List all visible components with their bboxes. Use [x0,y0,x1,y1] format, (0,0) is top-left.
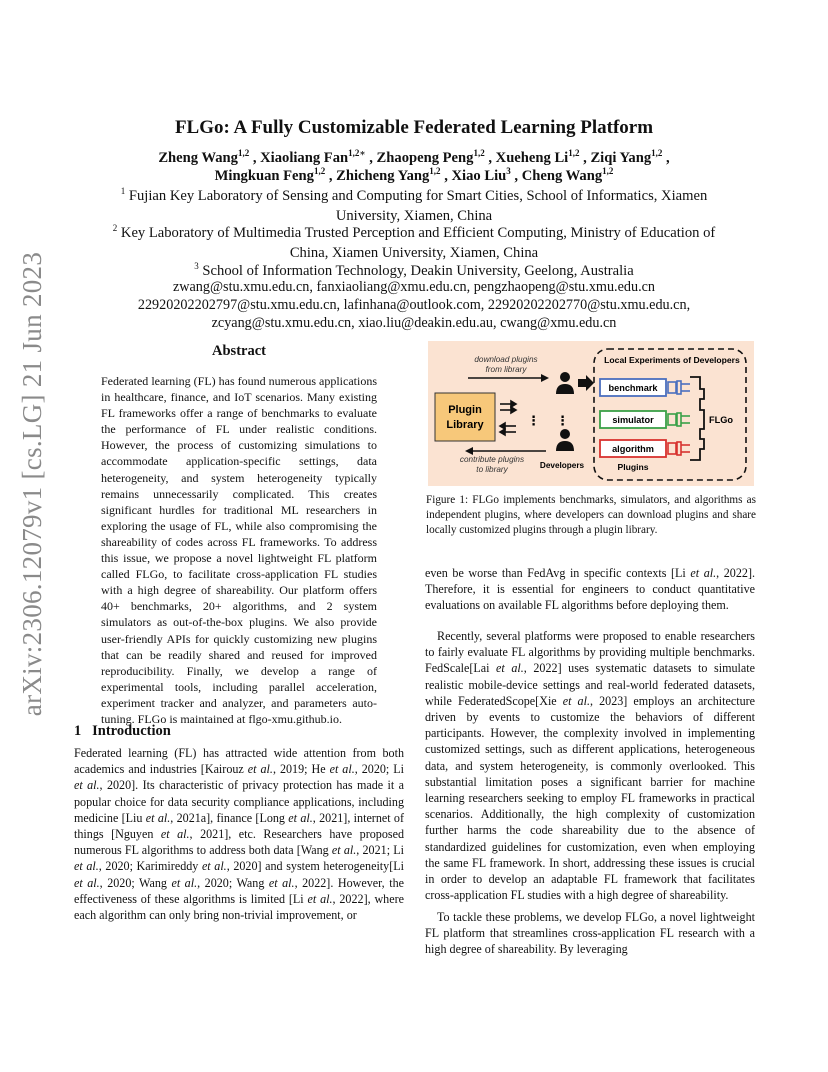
algorithm-connector [668,442,690,455]
affiliation-3: $^3$ School of Information Technology, Deakin University, Geelong, Australia [194,261,634,279]
author-name: Ziqi Yang [590,150,652,166]
local-experiments-title: Local Experiments of Developers [604,355,740,365]
abstract-body: Federated learning (FL) has found numerous applications in healthcare, finance, and IoT scenarios. Many existing FL frameworks offer a range of benchmarks to evaluate the performance of FL under realistic conditions. However, the process of customizing simulations to accommodate application-specific settings, data heterogeneity, and system heterogeneity typically remains unnecessarily complicated. This creates significant hurdles for traditional ML researchers in exploring the usage of FL, while also compromising the shareability of codes across FL frameworks. To address this issue, we propose a novel lightweight FL platform called FLGo, to facilitate cross-application FL studies with a high degree of shareability. Our platform offers 40+ benchmarks, 20+ algorithms, and 2 system simulators as out-of-the-box plugins. We also provide user-friendly APIs for quickly customizing new plugins that can be readily shared and reused for improved reproducibility. Finally, we develop a range of experimental tools, including parallel acceleration, experiment tracker and analyzer, and parameters auto-tuning. FLGo is maintained at flgo-xmu.github.io. [101,374,377,726]
author-affiliation-mark: 1,2 [602,166,614,177]
paper-title: FLGo: A Fully Customizable Federated Learning Platform [174,117,654,138]
author-name: Mingkuan Feng [214,168,314,184]
author-name: Xiaoliang Fan [260,150,349,166]
emails: zwang@stu.xmu.edu.cn, fanxiaoliang@xmu.edu.cn, pengzhaopeng@stu.xmu.edu.cn 22920202202797@stu.xmu.edu.cn, lafinhana@outlook.com, 22920202202770@stu.xmu.edu.cn, zcyang@stu.xmu.edu.cn, xiao.liu@deakin.edu.au, cwang@xmu.edu.cn [137,279,691,331]
right-column-paragraph-3: To tackle these problems, we develop FLGo, a novel lightweight FL platform that streamlines cross-application FL research with a high degree of shareability. By leveraging [425,910,755,957]
author-name: Cheng Wang [521,168,603,184]
author-affiliation-mark: 1,2 [237,148,250,159]
simulator-label: simulator [612,415,654,425]
dots-1: ⋮ [527,413,540,428]
affiliation-1: $^1$ Fujian Key Laboratory of Sensing and Computing for Smart Cities, School of Informatics, Xiamen University, Xiamen, China [120,186,708,224]
author-affiliation-mark: 3 [506,166,511,177]
author-affiliation-mark: 1,2 [313,166,326,177]
author-affiliation-mark: 1,2 [568,148,580,159]
flgo-label: FLGo [709,415,733,425]
plugins-label: Plugins [617,462,649,472]
right-column-paragraph-1: even be worse than FedAvg in specific contexts [Li et al., 2022]. Therefore, it is essential for engineers to conduct quantitative evaluations on available FL algorithms before deploying them. [425,566,755,613]
benchmark-connector [668,381,690,394]
authors-line-2: Mingkuan Feng$^{1,2}$ , Zhicheng Yang$^{1,2}$ , Xiao Liu$^3$ , Cheng Wang$^{1,2}$ [214,166,614,184]
arxiv-stamp: arXiv:2306.12079v1 [cs.LG] 21 Jun 2023 [17,251,47,717]
author-name: Zheng Wang [158,150,238,166]
developers-label: Developers [539,461,585,470]
author-affiliation-mark: 1,2 [473,148,485,159]
contribute-label-1: contribute plugins [459,455,525,464]
plugin-library-label-2: Library [446,419,484,431]
plugin-library-box [435,393,495,441]
affiliation-2: $^2$ Key Laboratory of Multimedia Trusted Perception and Efficient Computing, Ministry of Education of China, Xiamen University, Xiamen, China [112,223,716,261]
flow-arrows [500,401,516,435]
download-label-1: download plugins [474,355,538,364]
download-arrow-head [541,374,549,382]
contribute-label-2: to library [476,465,508,474]
algorithm-label: algorithm [612,444,654,454]
right-column-paragraph-2: Recently, several platforms were proposed to enable researchers to fairly evaluate FL algorithms by providing multiple benchmarks. FedScale[Lai et al., 2022] uses systematic datasets to simulate realistic mobile-device settings and real-world federated datasets, while FederatedScope[Xie et al., 2023] employs an architecture driven by events to customize the behaviors of different participants. However, the complexity involved in implementing customized settings, such as different applications, heterogeneous data, and system heterogeneity, is commonly overlooked. This substantial limitation poses a significant barrier for machine learning researchers seeking to employ FL frameworks in practical scenarios. Additionally, the high complexity of customization further harms the code shareability due to the absence of standardized guidelines for customization, even when employing the same FL framework. In short, addressing these issues is crucial in order to develop an adaptable FL framework that facilitates cross-application FL studies with a high degree of shareability. [425,629,756,903]
benchmark-label: benchmark [608,383,658,393]
author-name: Zhaopeng Peng [376,150,474,166]
author-name: Xiao Liu [451,168,507,184]
figure-caption: Figure 1: FLGo implements benchmarks, simulators, and algorithms as independent plugins, where developers can download plugins and share locally customized plugins through a plugin library. [426,494,756,536]
authors-line-1: Zheng Wang$^{1,2}$ , Xiaoliang Fan$^{1,2∗}$ , Zhaopeng Peng$^{1,2}$ , Xueheng Li$^{1,2}$ , Ziqi Yang$^{1,2}$ , [158,148,670,166]
section-heading-introduction: 1 Introduction [74,723,171,739]
plugin-library-label-1: Plugin [448,404,482,416]
developer-icons [556,372,574,451]
simulator-connector [668,413,690,426]
download-label-2: from library [485,365,527,374]
abstract-heading: Abstract [212,343,266,359]
figure-1 [428,341,754,486]
contribute-arrow-head [465,447,473,455]
author-name: Xueheng Li [495,150,569,166]
figure-diagram [428,341,754,486]
flgo-frame [690,377,704,460]
author-affiliation-mark: 1,2 [429,166,441,177]
dots-2: ⋮ [556,413,569,428]
upload-arrow-icon [578,375,594,391]
intro-paragraph: Federated learning (FL) has attracted wide attention from both academics and industries [Kairouz et al., 2019; He et al., 2020; Li et al., 2020]. Its characteristic of privacy protection has made it a popular choice for data security compliance applications, including medicine [Liu et al., 2021a], finance [Long et al., 2021], internet of things [Nguyen et al., 2021], etc. Researchers have proposed numerous FL algorithms to address both data [Wang et al., 2021; Li et al., 2020; Karimireddy et al., 2020] and system heterogeneity[Li et al., 2020; Wang et al., 2020; Wang et al., 2022]. However, the effectiveness of these algorithms is limited [Li et al., 2022], where each algorithm can only bring non-trivial improvement, or [74,746,405,923]
author-affiliation-mark: 1,2∗ [348,148,366,159]
author-affiliation-mark: 1,2 [651,148,663,159]
author-name: Zhicheng Yang [336,168,430,184]
